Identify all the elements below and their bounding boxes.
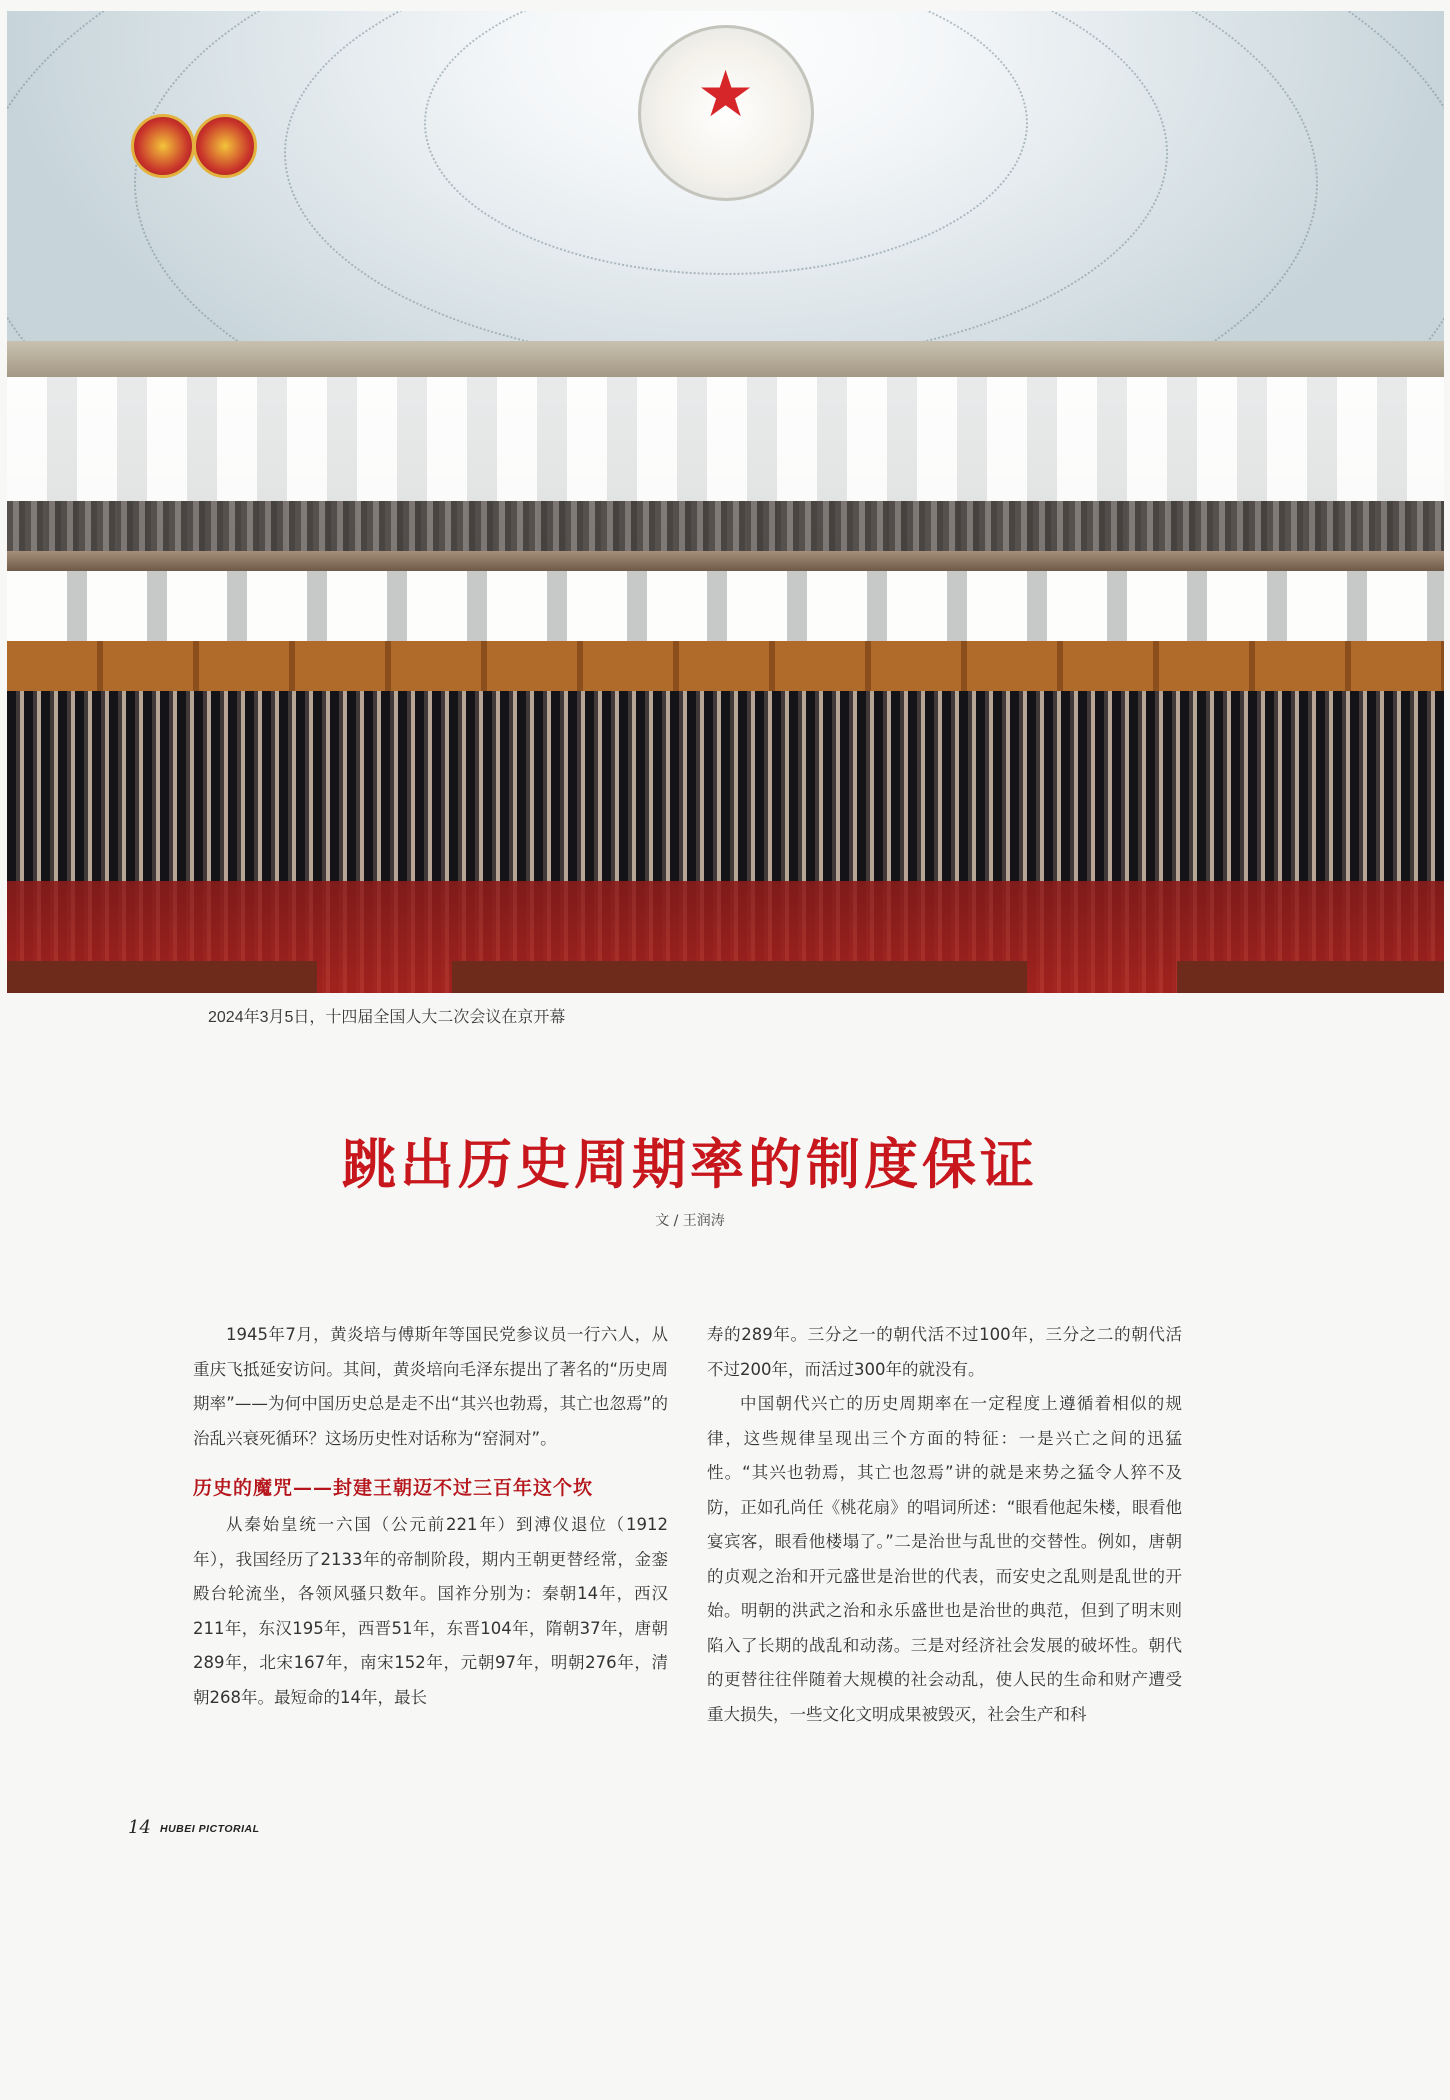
upper-balcony: [7, 341, 1444, 377]
paragraph: 从秦始皇统一六国（公元前221年）到溥仪退位（1912年），我国经历了2133年的帝制阶段，期内王朝更替经常，金銮殿台轮流坐，各领风骚只数年。国祚分别为：秦朝14年，西汉211年，东汉195年，西晋51年，东晋104年，隋朝37年，唐朝289年，北宋167年，南宋152年，元朝97年，明朝276年，清朝268年。最短命的14年，最长: [193, 1515, 668, 1707]
article-title: 跳出历史周期率的制度保证: [342, 1132, 1038, 1196]
cppcc-emblem-icon: [193, 114, 257, 178]
left-column: [193, 1318, 668, 1715]
article-byline: 文 / 王润涛: [655, 1213, 725, 1229]
front-desk: [452, 961, 1027, 993]
section-subheading: 历史的魔咒——封建王朝迈不过三百年这个坎: [193, 1477, 594, 1499]
red-star-icon: ★: [696, 58, 755, 132]
lower-ceiling-lights: [7, 571, 1444, 641]
paragraph: 中国朝代兴亡的历史周期率在一定程度上遵循着相似的规律，这些规律呈现出三个方面的特征：一是兴亡之间的迅猛性。“其兴也勃焉，其亡也忽焉”讲的就是来势之猛令人猝不及防，正如孔尚任《桃花扇》的唱词所述：“眼看他起朱楼，眼看他宴宾客，眼看他楼塌了。”二是治世与乱世的交替性。例如，唐朝的贞观之治和开元盛世是治世的代表，而安史之乱则是乱世的开始。明朝的洪武之治和永乐盛世也是治世的典范，但到了明末则陷入了长期的战乱和动荡。三是对经济社会发展的破坏性。朝代的更替往往伴随着大规模的社会动乱，使人民的生命和财产遭受重大损失，一些文化文明成果被毁灭，社会生产和科: [707, 1394, 1182, 1724]
publication-name: HUBEI PICTORIAL: [160, 1823, 260, 1835]
wood-panel-wall: [7, 641, 1444, 693]
front-desk: [7, 961, 317, 993]
balcony-rail: [7, 551, 1444, 571]
right-column: [707, 1318, 1182, 1732]
page-number: 14: [128, 1817, 151, 1838]
front-desk: [1177, 961, 1444, 993]
national-emblem-icon: [131, 114, 195, 178]
paragraph: 寿的289年。三分之一的朝代活不过100年，三分之二的朝代活不过200年，而活过300年的就没有。: [707, 1325, 1182, 1379]
balcony-audience: [7, 501, 1444, 551]
photo-caption: 2024年3月5日，十四届全国人大二次会议在京开幕: [208, 1009, 566, 1026]
paragraph: 1945年7月，黄炎培与傅斯年等国民党参议员一行六人，从重庆飞抵延安访问。其间，黄炎培向毛泽东提出了著名的“历史周期率”——为何中国历史总是走不出“其兴也勃焉，其亡也忽焉”的治乱兴衰死循环？这场历史性对话称为“窑洞对”。: [193, 1325, 668, 1448]
hall-photo: [7, 11, 1444, 993]
